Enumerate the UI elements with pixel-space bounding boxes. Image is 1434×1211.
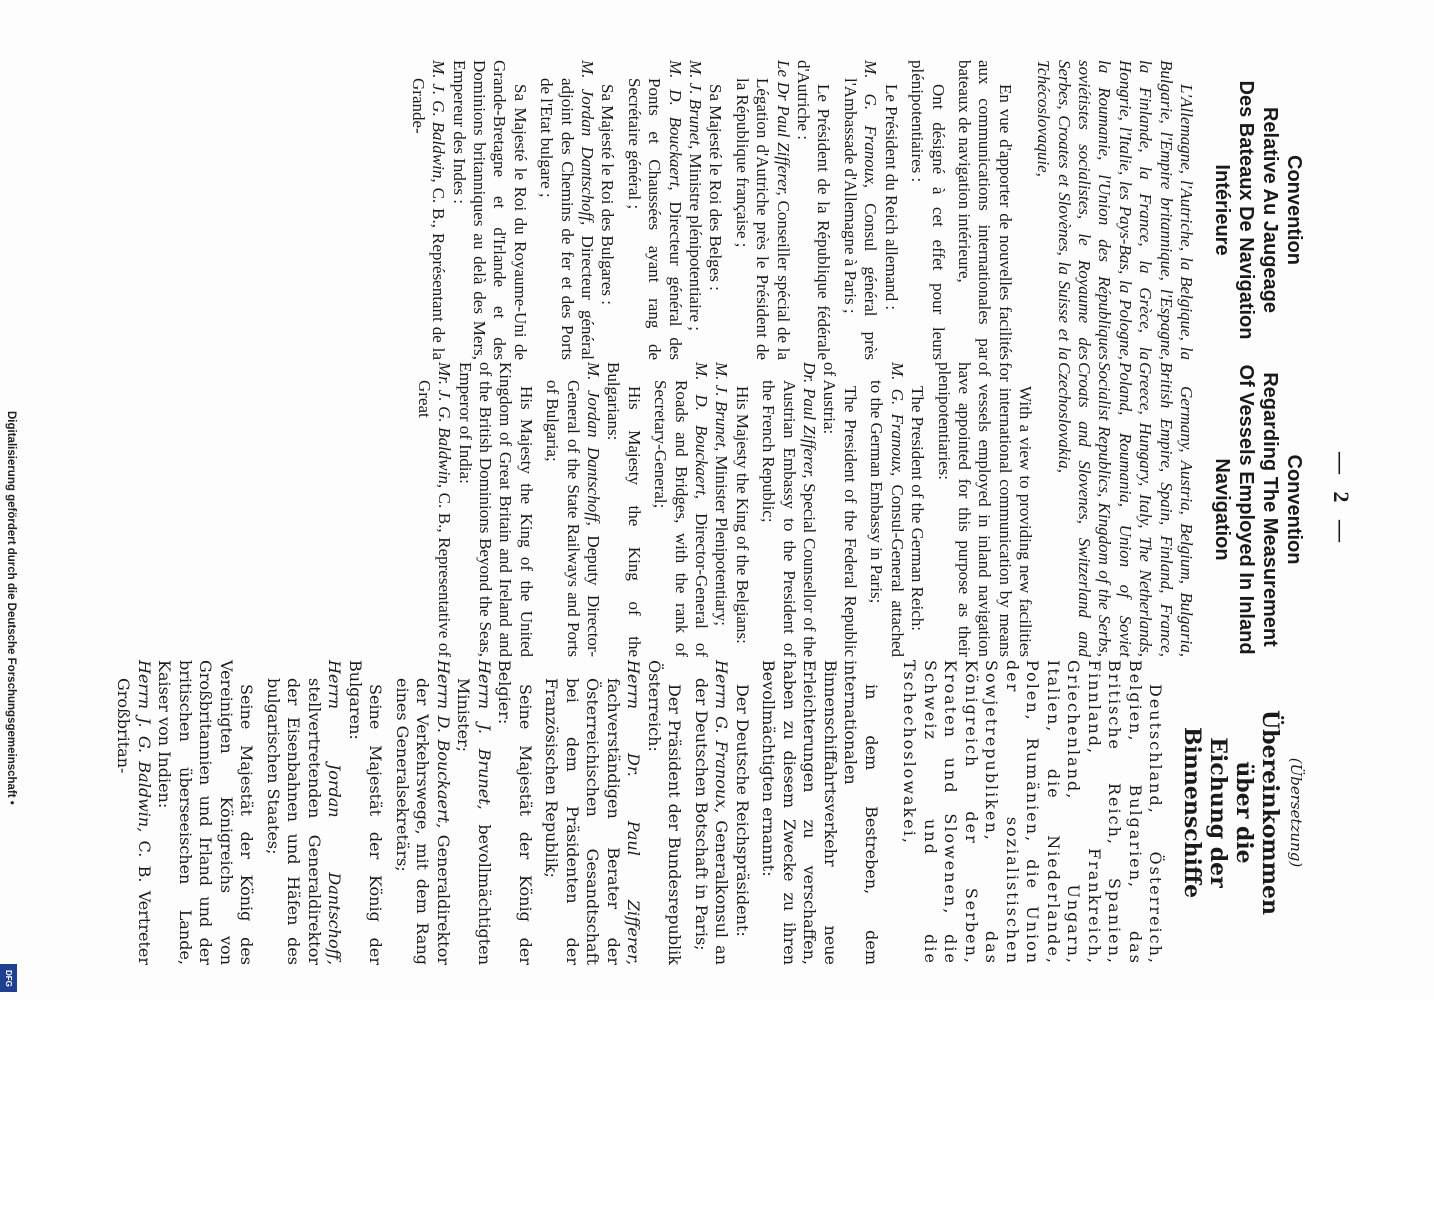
delegate-entry [541,660,644,965]
delegation-block [758,362,860,657]
delegate-name: Herrn Dr. Paul Zifferer, [624,660,644,965]
delegation-sovereign: Le Président du Reich allemand : [881,84,901,311]
german-translation-note: (Übersetzung) [1287,757,1305,868]
delegate-title: C. B., Représentant de la Grande- [408,78,449,360]
delegate-title: Special Counsellor of the Austrian Embassy to the President of the French Republic; [759,380,820,658]
delegate-name: Mr. J. G. Baldwin, [435,362,455,489]
delegate-entry [113,660,154,965]
delegation-block [623,60,725,360]
delegation-block [840,60,901,360]
delegation-block [731,60,833,360]
delegation-block [866,362,927,657]
delegate-title: Consul général près l'Ambassade d'Allemagne à Paris ; [840,78,881,360]
delegate-title: Ministre plénipotentiaire ; [686,149,706,331]
delegate-entry [542,362,603,657]
french-parties: L'Allemagne, l'Autriche, la Belgique, la Bulgarie, l'Empire britannique, l'Espagne, la Finlande, la France, la Grèce, la Hongrie, l'Italie, les Pays-Bas, la Pologne, la Roumanie, l'Union des Républiques soviétistes socialistes, le Royaume des Serbes, Croates et Slovènes, la Suisse et la Tchécoslovaquie, [1034,60,1196,360]
delegate-name: M. J. Brunet, [712,362,732,452]
delegate-entry [731,60,792,360]
delegate-name: M. Jordan Dantschoff, [584,362,604,526]
german-column [107,660,1306,965]
delegate-name: Herrn Jordan Dantschoff, [325,660,345,965]
delegation-sovereign: Sa Majesté le Roi des Belges : [706,84,726,291]
delegate-title: Directeur général adjoint des Chemins de fer et des Ports de l'Etat bulgare ; [537,78,598,360]
delegate-name: Herrn J. G. Baldwin, [135,660,154,833]
delegate-name: M. D. Bouckaert, [692,362,712,500]
delegate-entry [691,660,732,965]
delegate-title: fachverständigen Berater der Österreichischen Gesandtschaft bei dem Präsidenten der Französischen Republik; [542,678,623,965]
delegate-title: Generaldirektor der Verkehrswege, mit dem Rang eines Generalsekretärs; [393,678,453,965]
delegate-entry [407,60,448,360]
delegate-name: M. G. Franoux, [887,362,907,477]
delegation-sovereign: His Majesty the King of the United Kingdom of Great Britain and Ireland and of the British Dominions Beyond the Seas, Emperor of India: [455,362,536,657]
delegation-sovereign: Le Président de la République fédérale d'Autriche : [794,60,834,360]
delegation-sovereign: His Majesty the King of the Bulgarians: [604,362,644,657]
digitization-credit-text: Digitalisierung gefördert durch die Deutsche Forschungsgemeinschaft • [5,411,17,805]
delegate-name: Dr. Paul Zifferer, [800,362,820,479]
delegate-entry [685,60,705,360]
delegation-block [113,660,257,965]
french-appointed: Ont désigné à cet effet pour leurs plénipotentiaires : [908,60,948,360]
delegate-entry [866,362,907,657]
delegate-title: C. B., Representative of Great [414,380,455,657]
delegate-entry [536,60,597,360]
delegate-title: Conseiller spécial de la Légation d'Autriche près le Président de la République française ; [732,78,793,360]
delegation-sovereign: His Majesty the King of the Belgians: [732,386,752,644]
english-column [407,362,1306,657]
german-parties: Deutschland, Österreich, Belgien, Bulgarien, das Britische Reich, Spanien, Finnland, Frankreich, Griechenland, Ungarn, Italien, die Niederlande, Polen, Rumänien, die Union der sozialistischen Sowjetrepubliken, das Königreich der Serben, Kroaten und Slowenen, die Schweiz und die Tschechoslowakei, [900,660,1166,965]
delegate-title: Generalkonsul an der Deutschen Botschaft in Paris; [692,678,732,965]
delegation-sovereign: Der Präsident der Bundesrepublik Österreich: [645,660,685,965]
delegate-name: M. D. Bouckaert, [665,60,685,191]
delegate-name: M. G. Franoux, [861,60,881,189]
dfg-logo-icon: DFG [0,964,17,992]
delegation-sovereign: Seine Majestät der König der Belgier: [495,660,535,965]
delegate-title: Minister Plenipotentiary; [712,451,732,626]
delegate-name: Herrn D. Bouckaert, [434,660,453,829]
delegation-sovereign: Der Deutsche Reichspräsident: [733,684,752,937]
page-number: — 2 — [1329,452,1354,548]
delegate-entry [453,660,494,965]
delegate-entry [413,362,454,657]
delegate-entry [840,60,881,360]
delegate-name: M. J. G. Baldwin, [429,60,449,183]
delegation-sovereign: Seine Majestät der König des Vereinigten Königreichs von Großbritannien und Irland und der britischen überseeischen Lande, Kaiser von Indien: [155,660,257,965]
delegate-entry [392,660,454,965]
delegate-title: Consul-General attached to the German Embassy in Paris; [867,380,907,657]
delegate-name: Le Dr Paul Zifferer, [773,60,793,196]
delegate-entry [623,60,684,360]
delegation-block [263,660,386,965]
french-title: Convention Relative Au Jaugeage Des Bateaux De Navigation Intérieure [1211,80,1305,340]
delegate-entry [758,362,819,657]
delegation-block [650,362,752,657]
delegate-entry [650,362,711,657]
english-preamble: With a view to providing new facilities for international communication by means of vessels employed in inland navigation have appointed for this purpose as their plenipotentiaries: [934,362,1036,657]
delegation-sovereign: The President of the German Reich: [908,386,928,632]
delegation-block [413,362,535,657]
delegate-entry [711,362,731,657]
delegate-name: Herrn G. Franoux, [712,660,732,814]
french-preamble: En vue d'apporter de nouvelles facilités aux communications internationales par bateaux de navigation intérieure, [954,60,1015,360]
delegate-name: M. J. Brunet, [686,60,706,150]
german-delegations [113,660,752,965]
german-preamble: in dem Bestreben, dem internationalen Binnenschiffahrtsverkehr neue Erleichterungen zu verschaffen, haben zu diesem Zwecke zu ihren Bevollmächtigten ernannt: [759,660,881,965]
delegation-sovereign: Sa Majesté le Roi des Bulgares : [598,84,618,305]
delegation-block [691,660,753,965]
french-delegations [407,60,900,360]
english-delegations [413,362,927,657]
delegation-block [541,660,685,965]
delegate-title: Directeur général des Ponts et Chaussées ayant rang de Secrétaire général ; [624,78,685,360]
french-column [401,60,1306,360]
delegation-block [407,60,529,360]
delegate-name: Herrn J. Brunet, [475,660,494,810]
delegation-block [392,660,536,965]
delegation-sovereign: Sa Majesté le Roi du Royaume-Uni de Grande-Bretagne et d'Irlande et des Dominions britanniques au delà des Mers, Empereur des Indes : [449,60,530,360]
delegate-name: M. Jordan Dantschoff, [578,60,598,226]
delegation-block [542,362,644,657]
delegate-title: Director-General of Roads and Bridges, with the rank of Secretary-General; [651,380,712,657]
delegation-sovereign: Seine Majestät der König der Bulgaren: [346,660,386,965]
delegate-title: stellvertretenden Generaldirektor der Eisenbahnen und Häfen des bulgarischen Staates; [264,678,324,965]
delegate-title: C. B. Vertreter Großbritan- [114,678,154,965]
delegate-entry [263,660,345,965]
german-title: Übereinkommen über die Eichung der Binnenschiffe [1179,710,1284,915]
delegate-title: bevollmächtigten Minister; [454,678,494,965]
english-parties: Germany, Austria, Belgium, Bulgaria, British Empire, Spain, Finland, France, Greece, Hungary, Italy, The Netherlands, Poland, Roumania, Union of Soviet Socialist Republics, Kingdom of the Serbs, Croats and Slovenes, Switzerland and Czechoslovakia, [1054,362,1196,657]
delegate-title: Deputy Director-General of the State Railways and Ports of Bulgaria; [543,380,604,657]
delegation-sovereign: The President of the Federal Republic of Austria: [820,362,860,657]
english-title: Convention Regarding The Measurement Of Vessels Employed In Inland Navigation [1211,364,1305,655]
delegation-block [536,60,618,360]
